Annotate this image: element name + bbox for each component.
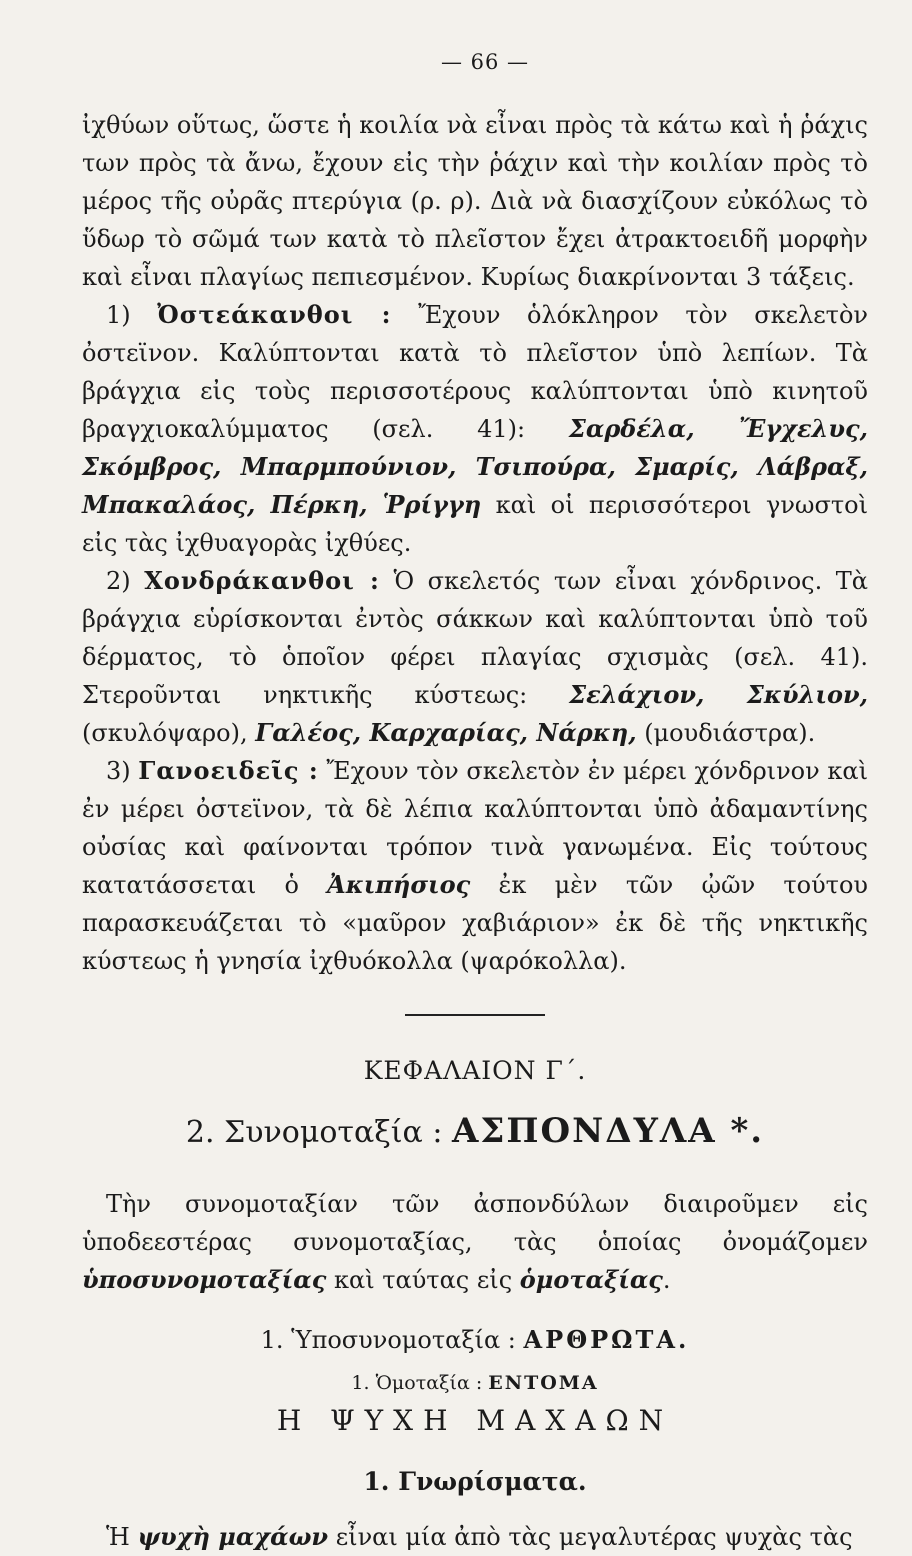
chapter-title: ΚΕΦΑΛΑΙΟΝ Γ΄. [363, 1056, 587, 1085]
body-text: Ὁ σκελετός των εἶναι χόνδρινος. Τὰ βράγχια εὑρίσκονται ἐντὸς σάκκων καὶ καλύπτονται ὑπὸ τοῦ δέρματος, τὸ ὁποῖον φέρει πλαγίας σχισμὰς (σελ. 41). Στεροῦνται νηκτικῆς κύστεως: [82, 567, 869, 709]
body-text: (μουδιάστρα). [644, 719, 816, 747]
body-text: Ἔχουν τὸν σκελετὸν ἐν μέρει χόνδρινον καὶ ἐν μέρει ὀστεϊνον, τὰ δὲ λέπια καλύπτονται ὑπὸ ἀδαμαντίνης οὐσίας καὶ φαίνονται τρόπον τινὰ γανωμένα. Εἰς τούτους κατατάσσεται ὁ [82, 757, 868, 899]
phylum-prefix: 2. Συνομοταξία : [185, 1115, 443, 1150]
paragraph-ganoids [82, 752, 868, 980]
item-number: 1) [106, 301, 131, 329]
page-number: — 66 — [440, 50, 530, 74]
body-text: Ἡ [106, 1523, 130, 1551]
section-divider [405, 1014, 545, 1016]
body-text: . [662, 1266, 671, 1294]
class-heading: Ὀστεάκανθοι : [157, 300, 392, 329]
term: ψυχὴ μαχάων [137, 1522, 329, 1551]
species-list: Σαρδέλα, Ἔγχελυς, Σκόμβρος, Μπαρμπούνιον, Τσιπούρα, Σμαρίς, Λάβραξ, Μπακαλάος, Πέρκη, Ῥρίγγη [82, 414, 868, 519]
section-heading: 1. Γνωρίσματα. [363, 1467, 587, 1496]
paragraph-chondrichthyes [82, 562, 868, 752]
subphylum-heading [82, 1325, 868, 1354]
body-text: εἶναι μία ἀπὸ τὰς μεγαλυτέρας ψυχὰς τὰς [335, 1523, 853, 1551]
phylum-name: ΑΣΠΟΝΔΥΛΑ *. [451, 1111, 765, 1151]
species-list: Γαλέος, Καρχαρίας, Νάρκη, [255, 718, 637, 747]
term: ὁμοταξίας [519, 1265, 663, 1294]
phylum-heading [82, 1111, 868, 1151]
class-heading: Χονδράκανθοι : [144, 566, 380, 595]
subphylum-name: ΑΡΘΡΩΤΑ. [523, 1325, 690, 1354]
species-list: Σελάχιον, Σκύλιον, [569, 680, 868, 709]
body-text: ἐκ μὲν τῶν ᾠῶν τούτου παρασκευάζεται τὸ «μαῦρον χαβιάριον» ἐκ δὲ τῆς νηκτικῆς κύστεως ἡ γνησία ἰχθυόκολλα (ψαρόκολλα). [82, 871, 869, 975]
paragraph-swallowtail [82, 1518, 868, 1556]
class-heading: Γανοειδεῖς : [138, 756, 319, 785]
class-order-heading [82, 1372, 868, 1394]
body-text: καὶ οἱ περισσότεροι γνωστοὶ εἰς τὰς ἰχθυαγορὰς ἰχθύες. [82, 491, 868, 557]
body-text: Ἔχουν ὁλόκληρον τὸν σκελετὸν ὀστεϊνον. Καλύπτονται κατὰ τὸ πλεῖστον ὑπὸ λεπίων. Τὰ βράγχια εἰς τοὺς περισσοτέρους καλύπτονται ὑπὸ κινητοῦ βραγχιοκαλύμματος (σελ. 41): [82, 301, 868, 443]
body-text: (σκυλόψαρο), [82, 719, 248, 747]
item-number: 3) [106, 757, 131, 785]
body-text: καὶ ταύτας εἰς [333, 1266, 513, 1294]
order-prefix: 1. Ὁμοταξία : [351, 1372, 483, 1394]
order-name: ΕΝΤΟΜΑ [488, 1372, 599, 1394]
body-text: Τὴν συνομοταξίαν τῶν ἀσπονδύλων διαιροῦμεν εἰς ὑποδεεστέρας συνομοταξίας, τὰς ὁποίας ὀνομάζομεν [82, 1190, 868, 1256]
species-name: Ἀκιπήσιος [327, 870, 471, 899]
item-number: 2) [106, 567, 131, 595]
paragraph-invertebrates [82, 1185, 868, 1299]
species-title: Η ΨΥΧΗ ΜΑΧΑΩΝ [276, 1404, 674, 1437]
term: ὑποσυνομοταξίας [82, 1265, 327, 1294]
paragraph-fish-body: ἰχθύων οὕτως, ὥστε ἡ κοιλία νὰ εἶναι πρὸς τὰ κάτω καὶ ἡ ῥάχις των πρὸς τὰ ἄνω, ἔχουν εἰς τὴν ῥάχιν καὶ τὴν κοιλίαν πρὸς τὸ μέρος τῆς οὐρᾶς πτερύγια (ρ. ρ). Διὰ νὰ διασχίζουν εὐκόλως τὸ ὕδωρ τὸ σῶμά των κατὰ τὸ πλεῖστον ἔχει ἀτρακτοειδῆ μορφὴν καὶ εἶναι πλαγίως πεπιεσμένον. Κυρίως διακρίνονται 3 τάξεις. [82, 111, 868, 291]
paragraph-osteichthyes [82, 296, 868, 562]
subphylum-prefix: 1. Ὑποσυνομοταξία : [260, 1326, 516, 1354]
